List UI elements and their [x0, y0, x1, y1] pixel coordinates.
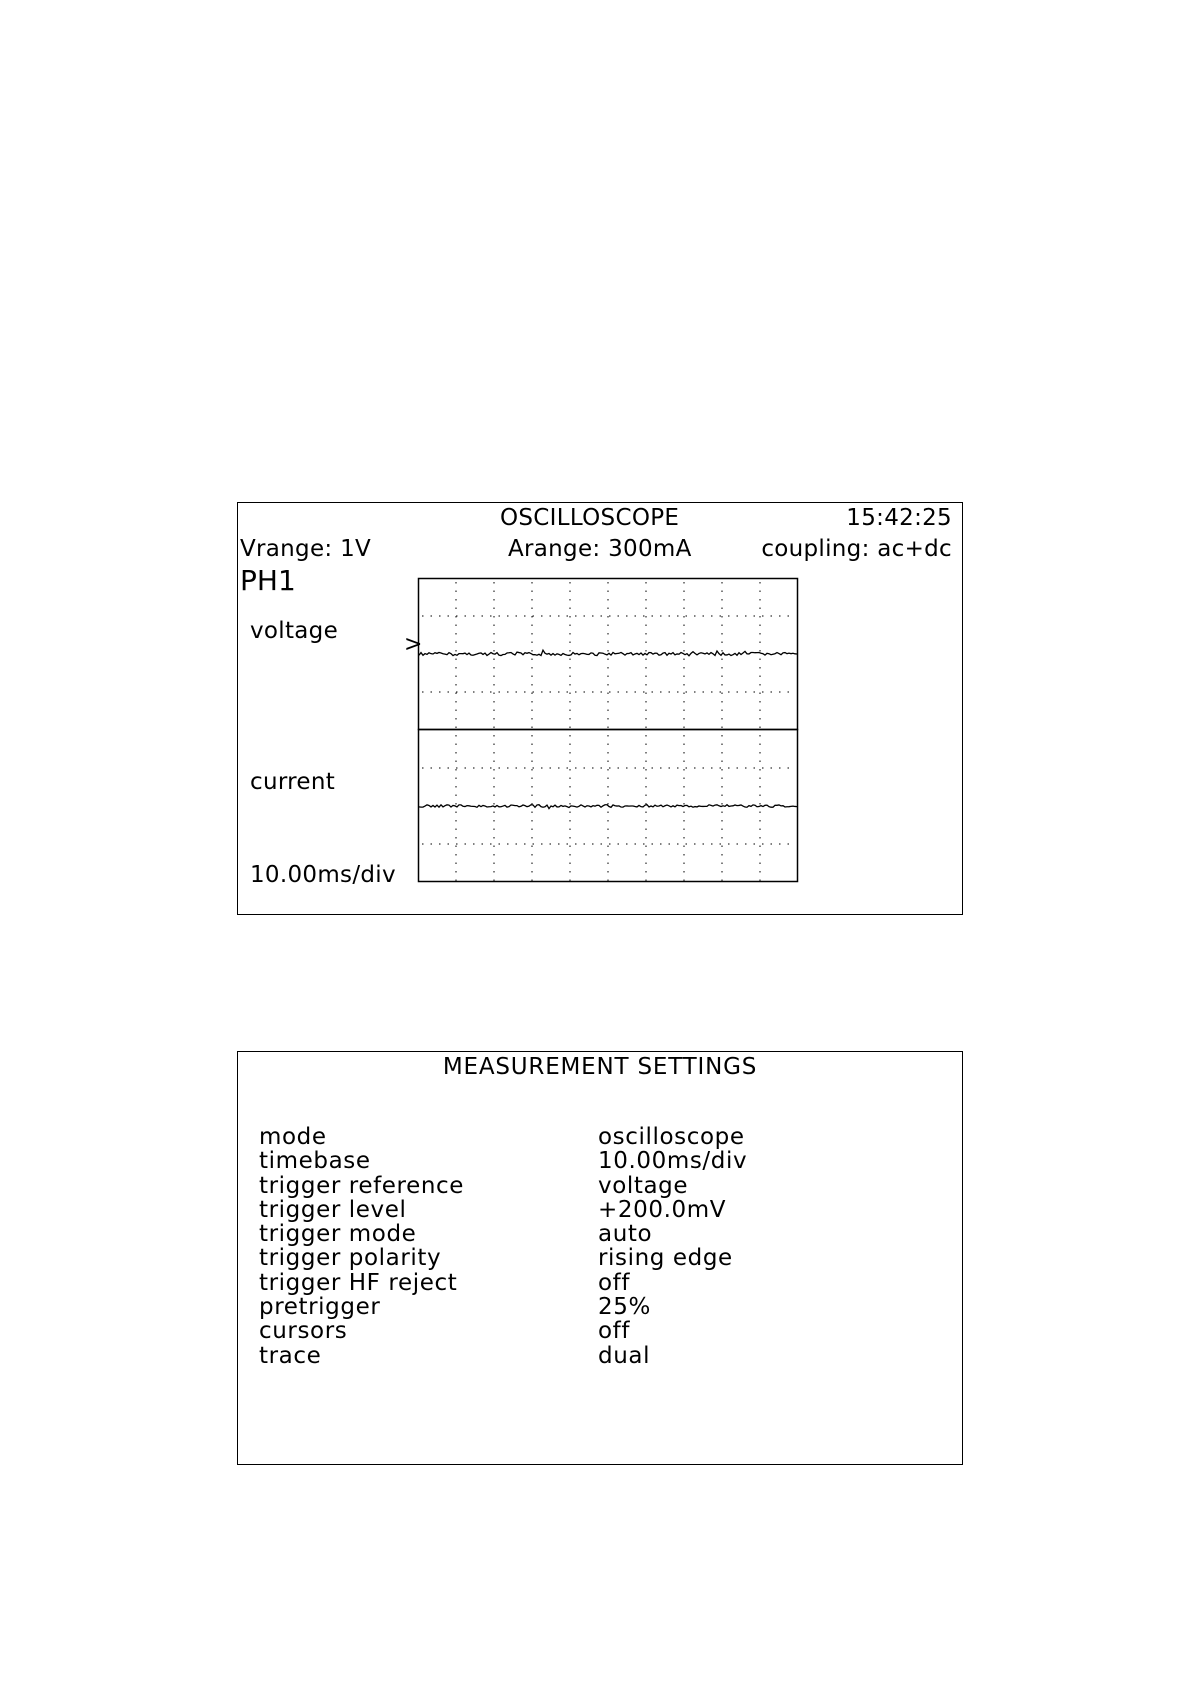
voltage-range: Vrange: 1V — [240, 536, 372, 562]
oscilloscope-screen — [237, 502, 963, 915]
setting-value: oscilloscope — [598, 1124, 745, 1150]
scope-grid — [422, 582, 796, 881]
setting-label: mode — [259, 1124, 327, 1150]
current-waveform — [419, 805, 797, 809]
setting-value: +200.0mV — [598, 1196, 727, 1223]
trigger-level-marker-icon: > — [404, 632, 423, 657]
timebase-label: 10.00ms/div — [250, 862, 396, 888]
settings-row-trigger-polarity[interactable] — [238, 1246, 962, 1270]
settings-row-trace[interactable] — [238, 1344, 962, 1368]
setting-label: trace — [259, 1342, 322, 1369]
settings-row-trigger-level[interactable] — [238, 1198, 962, 1222]
setting-label: timebase — [259, 1148, 371, 1175]
setting-label: trigger polarity — [259, 1245, 442, 1272]
setting-label: trigger reference — [259, 1172, 465, 1199]
measurement-settings-screen — [237, 1051, 963, 1465]
phase-label: PH1 — [240, 564, 296, 597]
settings-row-pretrigger[interactable] — [238, 1295, 962, 1319]
settings-title: MEASUREMENT SETTINGS — [442, 1054, 758, 1080]
setting-label: trigger mode — [259, 1221, 417, 1248]
settings-row-cursors[interactable] — [238, 1319, 962, 1343]
setting-value: rising edge — [598, 1245, 733, 1272]
setting-value: off — [598, 1269, 631, 1296]
setting-value: auto — [598, 1221, 653, 1248]
clock-time: 15:42:25 — [846, 505, 952, 531]
settings-row-trigger-mode[interactable] — [238, 1222, 962, 1246]
setting-label: trigger HF reject — [259, 1269, 458, 1296]
coupling-mode: coupling: ac+dc — [761, 536, 952, 562]
setting-label: cursors — [259, 1318, 348, 1345]
settings-row-trigger-hf-reject[interactable] — [238, 1271, 962, 1295]
setting-value: 25% — [598, 1294, 651, 1321]
setting-label: pretrigger — [259, 1294, 381, 1321]
setting-label: trigger level — [259, 1196, 407, 1223]
settings-row-trigger-reference[interactable] — [238, 1174, 962, 1198]
settings-row-mode[interactable] — [238, 1125, 962, 1149]
scope-display — [418, 578, 798, 883]
setting-value: voltage — [598, 1172, 689, 1199]
screen-title: OSCILLOSCOPE — [500, 505, 680, 531]
settings-row-timebase[interactable] — [238, 1149, 962, 1173]
setting-value: dual — [598, 1342, 651, 1369]
current-trace-label: current — [250, 769, 336, 795]
settings-list — [238, 1125, 962, 1368]
setting-value: 10.00ms/div — [598, 1148, 748, 1175]
voltage-trace-label: voltage — [250, 618, 339, 644]
current-range: Arange: 300mA — [508, 536, 692, 562]
setting-value: off — [598, 1318, 631, 1345]
